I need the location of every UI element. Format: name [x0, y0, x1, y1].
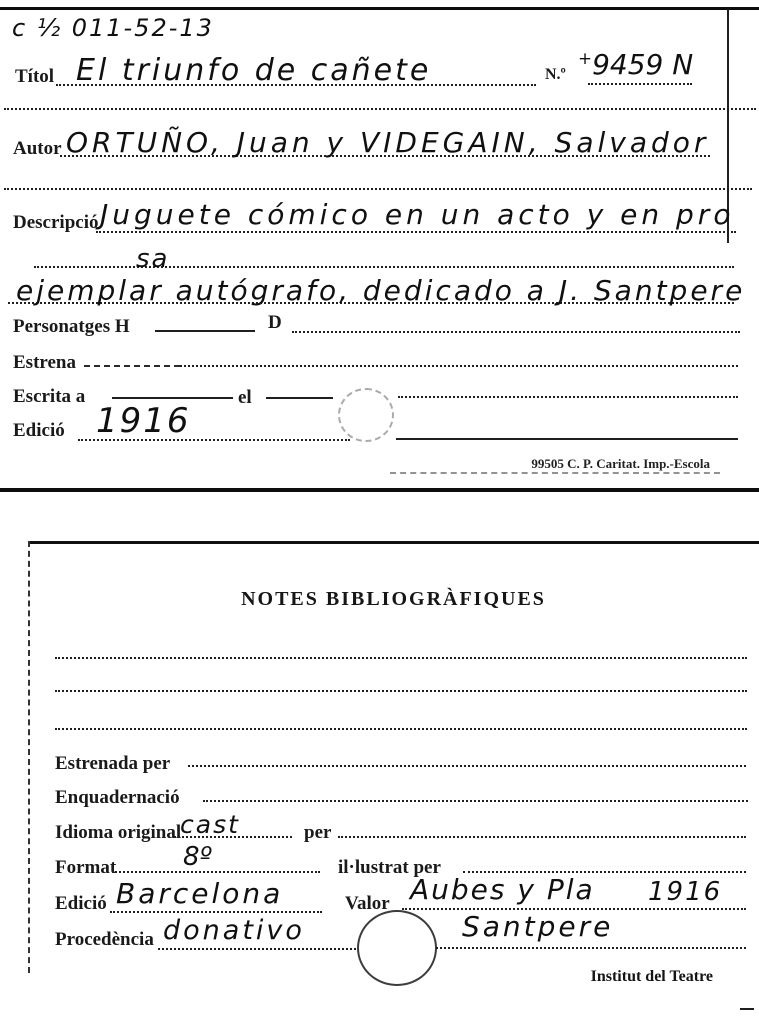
- catalog-card-bottom: [0, 495, 759, 1028]
- blank-note-line-1: [55, 657, 747, 659]
- blank-note-line-3: [55, 728, 747, 730]
- valor-label: Valor: [345, 893, 390, 914]
- personatges-d-line: [292, 331, 740, 333]
- estrenada-label: Estrenada per: [55, 753, 171, 774]
- num-prefix: +: [578, 48, 593, 68]
- row-divider: [4, 108, 756, 110]
- edicio-label: Edició: [13, 420, 65, 441]
- scan-artifact-dashes: [390, 472, 720, 474]
- num-label: N.º: [545, 66, 566, 83]
- titol-value: El triunfo de cañete: [76, 53, 432, 88]
- personatges-h-line: [155, 330, 255, 332]
- procedencia-value-2: Santpere: [462, 910, 614, 943]
- escrita-label: Escrita a: [13, 386, 86, 407]
- valor-year: 1916: [648, 877, 723, 907]
- edicio2-value: Barcelona: [116, 877, 284, 910]
- personatges-label: Personatges H: [13, 316, 130, 337]
- autor-label: Autor: [13, 138, 62, 159]
- titol-label: Títol: [15, 66, 55, 87]
- el-label: el: [238, 387, 252, 408]
- descripcio-value-2: sa: [136, 244, 170, 274]
- enquadernacio-line: [203, 800, 748, 802]
- format-line: [112, 871, 320, 873]
- procedencia-label: Procedència: [55, 929, 154, 950]
- num-digits: 9459 N: [592, 48, 694, 81]
- institution-name: Institut del Teatre: [590, 968, 713, 985]
- edicio2-label: Edició: [55, 893, 107, 914]
- per-label: per: [304, 822, 332, 843]
- enquadernacio-label: Enquadernació: [55, 787, 180, 808]
- illustrat-label: il·lustrat per: [338, 857, 441, 878]
- num-value: [578, 50, 693, 79]
- call-number: c ½ 011-52-13: [12, 14, 214, 42]
- round-stamp-circle: [357, 910, 437, 986]
- procedencia-value: donativo: [163, 915, 305, 946]
- autor-value: ORTUÑO, Juan y VIDEGAIN, Salvador: [66, 126, 710, 159]
- idioma-label: Idioma original: [55, 822, 182, 843]
- estrena-line-a: [84, 365, 180, 367]
- per-line: [338, 836, 746, 838]
- el-line: [266, 397, 333, 399]
- card-bottom-top-border: [28, 541, 759, 544]
- estrena-line-b: [180, 365, 738, 367]
- idioma-value: cast: [180, 810, 240, 839]
- num-underline: [588, 83, 692, 85]
- procedencia-line-a: [158, 948, 356, 950]
- descripcio-value-3: ejemplar autógrafo, dedicado a J. Santpere: [16, 274, 746, 307]
- notes-title: NOTES BIBLIOGRÀFIQUES: [241, 588, 546, 610]
- faint-stamp-circle: [338, 388, 394, 442]
- edicio2-line: [110, 911, 322, 913]
- estrenada-line: [188, 765, 746, 767]
- blank-note-line-2: [55, 690, 747, 692]
- estrena-label: Estrena: [13, 352, 76, 373]
- card-separator-line: [0, 488, 759, 492]
- valor-value: Aubes y Pla: [410, 873, 595, 906]
- scan-artifact-mark: [740, 1008, 754, 1010]
- row-divider: [4, 188, 752, 190]
- format-label: Format: [55, 857, 117, 878]
- edicio-line-b: [396, 438, 738, 440]
- printer-imprint: 99505 C. P. Caritat. Imp.-Escola: [531, 456, 710, 471]
- edicio-value: 1916: [96, 401, 191, 441]
- personatges-d-label: D: [268, 312, 282, 333]
- descripcio-label: Descripció: [13, 212, 99, 233]
- procedencia-line-b: [436, 947, 746, 949]
- descripcio-value-1: Juguete cómico en un acto y en pro: [100, 198, 735, 231]
- escrita-line-b: [398, 396, 738, 398]
- descripcio-underline-1: [96, 231, 736, 233]
- format-value: 8º: [183, 842, 212, 872]
- card-top-edge-line: [0, 7, 759, 10]
- escrita-line-a: [112, 397, 233, 399]
- catalog-card-top: [0, 0, 759, 495]
